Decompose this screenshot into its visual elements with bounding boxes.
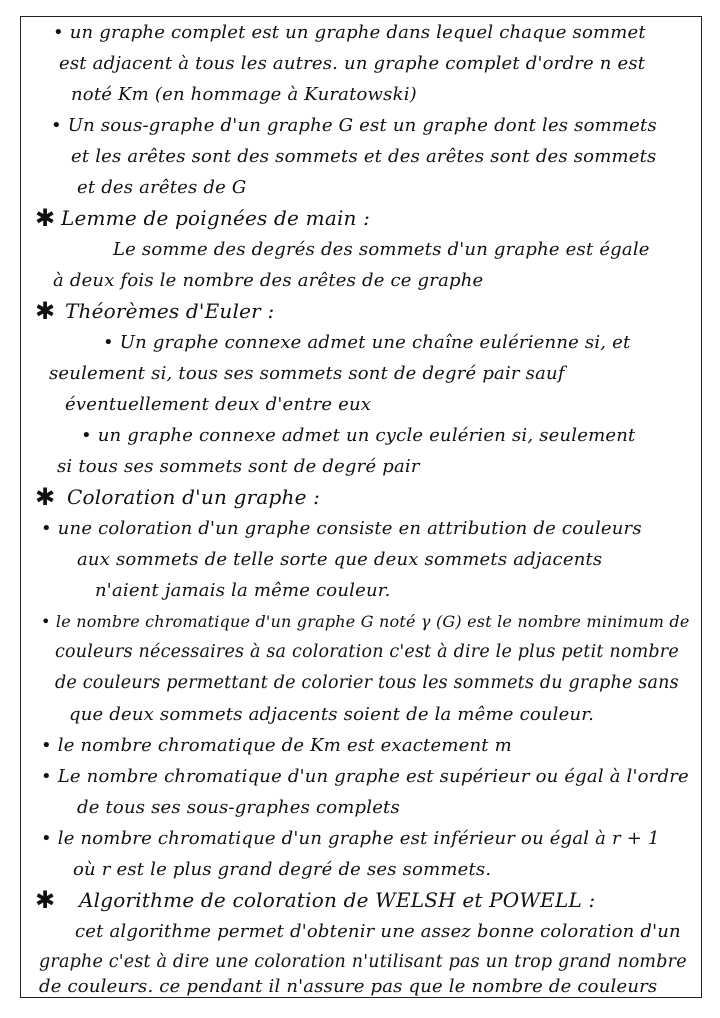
text-line-32: de couleurs. ce pendant il n'assure pas que le nombre de couleurs xyxy=(39,976,658,997)
text-line-23: que deux sommets adjacents soient de la même couleur. xyxy=(69,704,595,725)
text-line-28: où r est le plus grand degré de ses sommets. xyxy=(73,859,492,880)
asterisk-bullet-icon: ✱ xyxy=(34,886,56,914)
text-line-20: • le nombre chromatique d'un graphe G noté γ (G) est le nombre minimum de xyxy=(41,612,690,631)
text-line-8: Le somme des degrés des sommets d'un graphe est égale xyxy=(113,239,650,260)
text-line-18: aux sommets de telle sorte que deux sommets adjacents xyxy=(77,549,603,570)
text-line-24: • le nombre chromatique de Km est exactement m xyxy=(41,735,512,756)
text-line-5: et les arêtes sont des sommets et des arêtes sont des sommets xyxy=(71,146,657,167)
text-line-1: • un graphe complet est un graphe dans lequel chaque sommet xyxy=(53,22,646,43)
asterisk-bullet-icon: ✱ xyxy=(34,483,56,511)
text-line-31: graphe c'est à dire une coloration n'utilisant pas un trop grand nombre xyxy=(39,952,687,972)
heading-theoremes-euler: Théorèmes d'Euler : xyxy=(65,299,275,323)
text-line-9: à deux fois le nombre des arêtes de ce graphe xyxy=(53,270,484,291)
text-line-13: éventuellement deux d'entre eux xyxy=(65,394,372,415)
heading-coloration: Coloration d'un graphe : xyxy=(67,485,321,509)
notebook-page xyxy=(20,16,702,998)
asterisk-bullet-icon: ✱ xyxy=(34,297,56,325)
text-line-25: • Le nombre chromatique d'un graphe est supérieur ou égal à l'ordre xyxy=(41,766,689,787)
text-line-26: de tous ses sous-graphes complets xyxy=(77,797,400,818)
text-line-3: noté Km (en hommage à Kuratowski) xyxy=(71,84,417,105)
text-line-19: n'aient jamais la même couleur. xyxy=(95,580,391,601)
text-line-30: cet algorithme permet d'obtenir une assez bonne coloration d'un xyxy=(75,921,681,942)
text-line-12: seulement si, tous ses sommets sont de degré pair sauf xyxy=(49,363,565,384)
text-line-27: • le nombre chromatique d'un graphe est inférieur ou égal à r + 1 xyxy=(41,828,660,849)
text-line-21: couleurs nécessaires à sa coloration c'est à dire le plus petit nombre xyxy=(55,642,679,662)
heading-welsh-powell: Algorithme de coloration de WELSH et POWELL : xyxy=(79,888,596,912)
text-line-6: et des arêtes de G xyxy=(77,177,247,198)
asterisk-bullet-icon: ✱ xyxy=(34,204,56,232)
heading-lemme-poignees: Lemme de poignées de main : xyxy=(61,206,371,230)
text-line-4: • Un sous-graphe d'un graphe G est un graphe dont les sommets xyxy=(51,115,657,136)
text-line-14: • un graphe connexe admet un cycle eulérien si, seulement xyxy=(81,425,636,446)
text-line-15: si tous ses sommets sont de degré pair xyxy=(57,456,420,477)
text-line-17: • une coloration d'un graphe consiste en attribution de couleurs xyxy=(41,518,642,539)
text-line-11: • Un graphe connexe admet une chaîne eulérienne si, et xyxy=(103,332,631,353)
text-line-2: est adjacent à tous les autres. un graphe complet d'ordre n est xyxy=(59,53,646,74)
text-line-22: de couleurs permettant de colorier tous les sommets du graphe sans xyxy=(55,673,679,693)
